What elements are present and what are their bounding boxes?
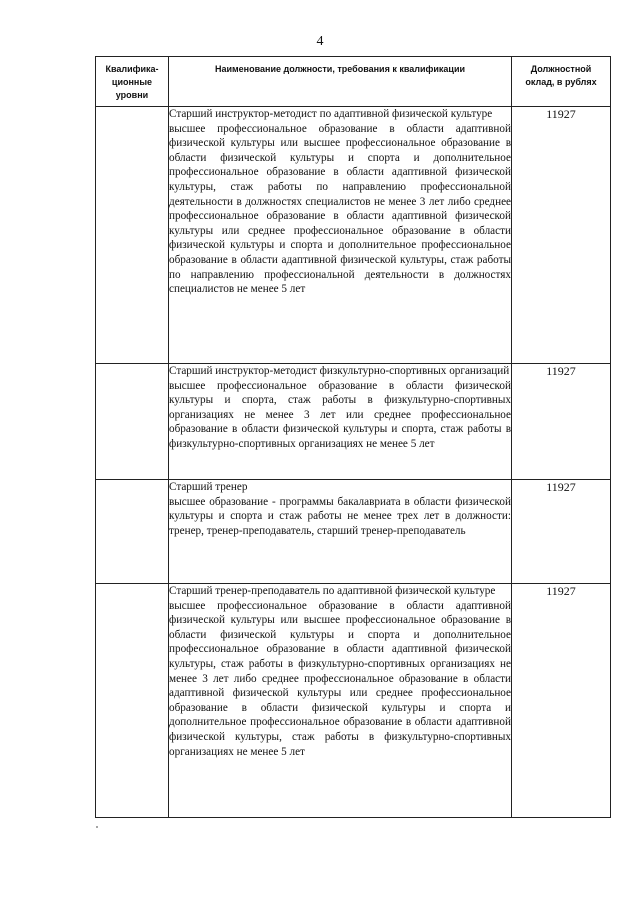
salary-value: 11927 (512, 364, 611, 480)
salary-value: 11927 (512, 107, 611, 364)
position-cell (169, 364, 512, 480)
position-requirements: высшее профессиональное образование в области адаптивной физической культуры или высшее профессиональное образование в области физической культуры и спорта и дополнительное профессиональное образование в области адаптивной физической культуры, стаж работы в физкультурно-спортивных организациях не менее 3 лет либо среднее профессиональное образование в области адаптивной физической культуры или среднее профессиональное образование в области физической культуры и спорта и дополнительное профессиональное образование в области адаптивной физической культуры, стаж работы в физкультурно-спортивных организациях не менее 5 лет (169, 599, 511, 758)
table-row (96, 364, 611, 480)
qualification-level-cell (96, 480, 169, 584)
qualification-table (95, 56, 611, 818)
table-row (96, 107, 611, 364)
position-requirements: высшее профессиональное образование в области адаптивной физической культуры или высшее профессиональное образование в области физической культуры и спорта и дополнительное профессиональное образование в области адаптивной физической культуры, стаж работы по направлению профессиональной деятельности в должностях специалистов не менее 3 лет либо среднее профессиональное образование в области адаптивной физической культуры или среднее профессиональное образование в области физической культуры и спорта и дополнительное профессиональное образование в области адаптивной физической культуры, стаж работы по направлению профессиональной деятельности в должностях специалистов не менее 5 лет (169, 122, 511, 296)
scan-speck (96, 826, 98, 828)
header-salary: Должностной оклад, в рублях (512, 57, 611, 107)
salary-value: 11927 (512, 584, 611, 818)
qualification-level-cell (96, 584, 169, 818)
qualification-level-cell (96, 364, 169, 480)
header-position-name: Наименование должности, требования к квалификации (169, 57, 512, 107)
header-qualification-levels: Квалифика-ционные уровни (96, 57, 169, 107)
position-title: Старший тренер (169, 481, 248, 493)
position-requirements: высшее образование - программы бакалавриата в области физической культуры и спорта и стаж работы не менее трех лет в должности: тренер, тренер-преподаватель, старший тренер-преподаватель (169, 495, 511, 537)
page-number: 4 (316, 34, 324, 49)
table-row (96, 480, 611, 584)
position-cell (169, 584, 512, 818)
position-cell (169, 107, 512, 364)
salary-value: 11927 (512, 480, 611, 584)
table-row (96, 584, 611, 818)
qualification-level-cell (96, 107, 169, 364)
position-title: Старший инструктор-методист по адаптивной физической культуре (169, 108, 493, 120)
position-cell (169, 480, 512, 584)
position-title: Старший тренер-преподаватель по адаптивной физической культуре (169, 585, 496, 597)
position-title: Старший инструктор-методист физкультурно-спортивных организаций (169, 365, 510, 377)
position-requirements: высшее профессиональное образование в области физической культуры и спорта, стаж работы в физкультурно-спортивных организациях не менее 3 лет или среднее профессиональное образование в области физической культуры и спорта, стаж работы в физкультурно-спортивных организациях не менее 5 лет (169, 379, 511, 450)
table-header-row (96, 57, 611, 107)
